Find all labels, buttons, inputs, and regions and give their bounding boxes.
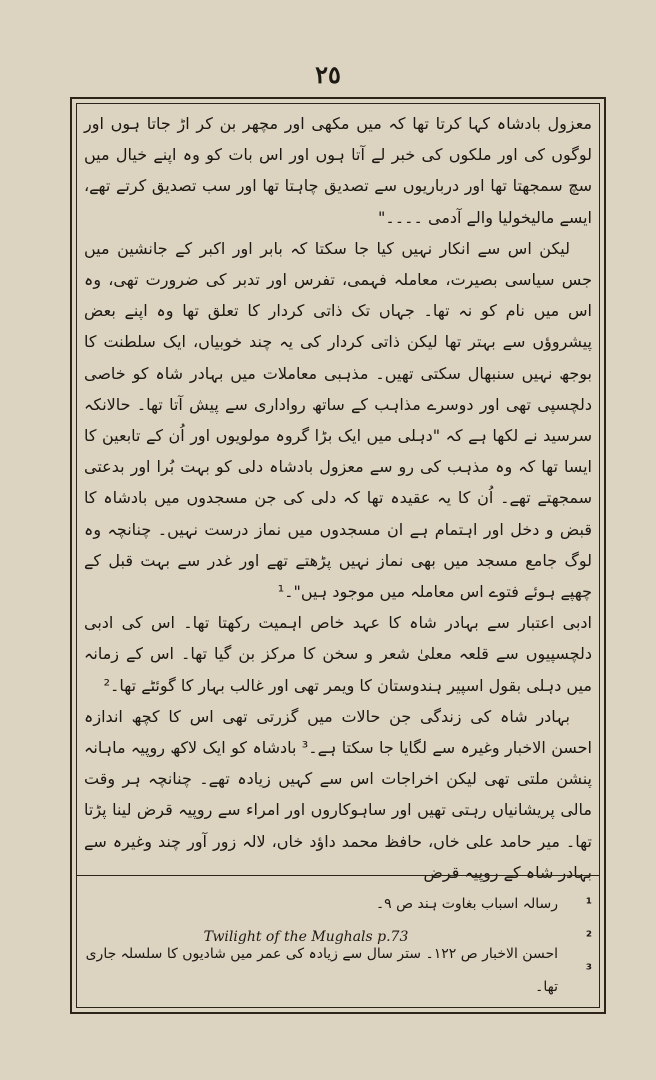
footnote-text: احسن الاخبار ص ١٢٢۔ ستر سال سے زیادہ کی عمر میں شادیوں کا سلسلہ جاری تھا۔ — [85, 945, 558, 995]
footnotes — [84, 888, 592, 995]
body-text — [84, 108, 592, 888]
page-number: ٢٥ — [315, 60, 341, 89]
footnote-text: Twilight of the Mughals p.73 — [203, 929, 409, 945]
footnote-mark: ¹ — [585, 896, 592, 912]
footnote — [84, 945, 592, 995]
footnote-mark: ² — [585, 929, 592, 945]
footnote-mark: ³ — [585, 962, 592, 978]
paragraph: بہادر شاہ کی زندگی جن حالات میں گزرتی تھی اس کا کچھ اندازہ احسن الاخبار وغیرہ سے لگایا جا سکتا ہے۔³ بادشاہ کو ایک لاکھ روپیہ ماہانہ پنشن ملتی تھی لیکن اخراجات اس سے کہیں زیادہ تھے۔ چنانچہ ہر وقت مالی پریشانیاں رہتی تھیں اور ساہوکاروں اور امراء سے روپیہ قرض لینا پڑتا تھا۔ میر حامد علی خاں، حافظ محمد داؤد خاں، لالہ زور آور چند وغیرہ سے بہادر شاہ کے روپیہ قرض — [84, 706, 593, 882]
footnote — [84, 888, 592, 921]
footnote-text: رسالہ اسباب بغاوت ہند ص ٩۔ — [375, 896, 558, 912]
paragraph: ادبی اعتبار سے بہادر شاہ کا عہد خاص اہمیت رکھتا تھا۔ اس کی ادبی دلچسپیوں سے قلعہ معلیٰ شعر و سخن کا مرکز بن گیا تھا۔ اس کے زمانہ میں دہلی بقول اسپیر ہندوستان کا ویمر تھی اور غالب بہار کا گوئٹے تھا۔² — [84, 613, 592, 695]
paragraph: لیکن اس سے انکار نہیں کیا جا سکتا کہ بابر اور اکبر کے جانشین میں جس سیاسی بصیرت، معاملہ فہمی، تفرس اور تدبر کی ضرورت تھی، وہ اس میں نام کو نہ تھا۔ جہاں تک ذاتی کردار کا تعلق تھا وہ اپنے بعض پیشروؤں سے بہتر تھا لیکن ذاتی کردار کی یہ چند خوبیاں، ایک سلطنت کا بوجھ نہیں سنبھال سکتی تھیں۔ مذہبی معاملات میں بہادر شاہ کو خاصی دلچسپی تھی اور دوسرے مذاہب کے ساتھ رواداری سے پیش آتا تھا۔ حالانکہ سرسید نے لکھا ہے کہ "دہلی میں ایک بڑا گروہ مولویوں اور اُن کے تابعین کا ایسا تھا کہ وہ مذہب کی رو سے معزول بادشاہ دلی کو بہت بُرا اور بدعتی سمجھتے تھے۔ اُن کا یہ عقیدہ تھا کہ دلی کی جن مسجدوں میں بادشاہ کا قبض و دخل اور اہتمام ہے ان مسجدوں میں نماز درست نہیں۔ چنانچہ وہ لوگ جامع مسجد میں بھی نماز نہیں پڑھتے تھے اور غدر سے بہت قبل کے چھپے ہوئے فتوے اس معاملہ میں موجود ہیں"۔¹ — [84, 238, 593, 602]
paragraph: معزول بادشاہ کہا کرتا تھا کہ میں مکھی اور مچھر بن کر اڑ جاتا ہوں اور لوگوں کی اور ملکوں کی خبر لے آتا ہوں اور اس بات کو وہ اپنے خیال میں سچ سمجھتا تھا اور درباریوں سے تصدیق چاہتا تھا اور سب تصدیق کرتے تھے، ایسے مالیخولیا والے آدمی ۔۔۔۔" — [84, 114, 592, 227]
footnote-divider — [76, 875, 600, 876]
